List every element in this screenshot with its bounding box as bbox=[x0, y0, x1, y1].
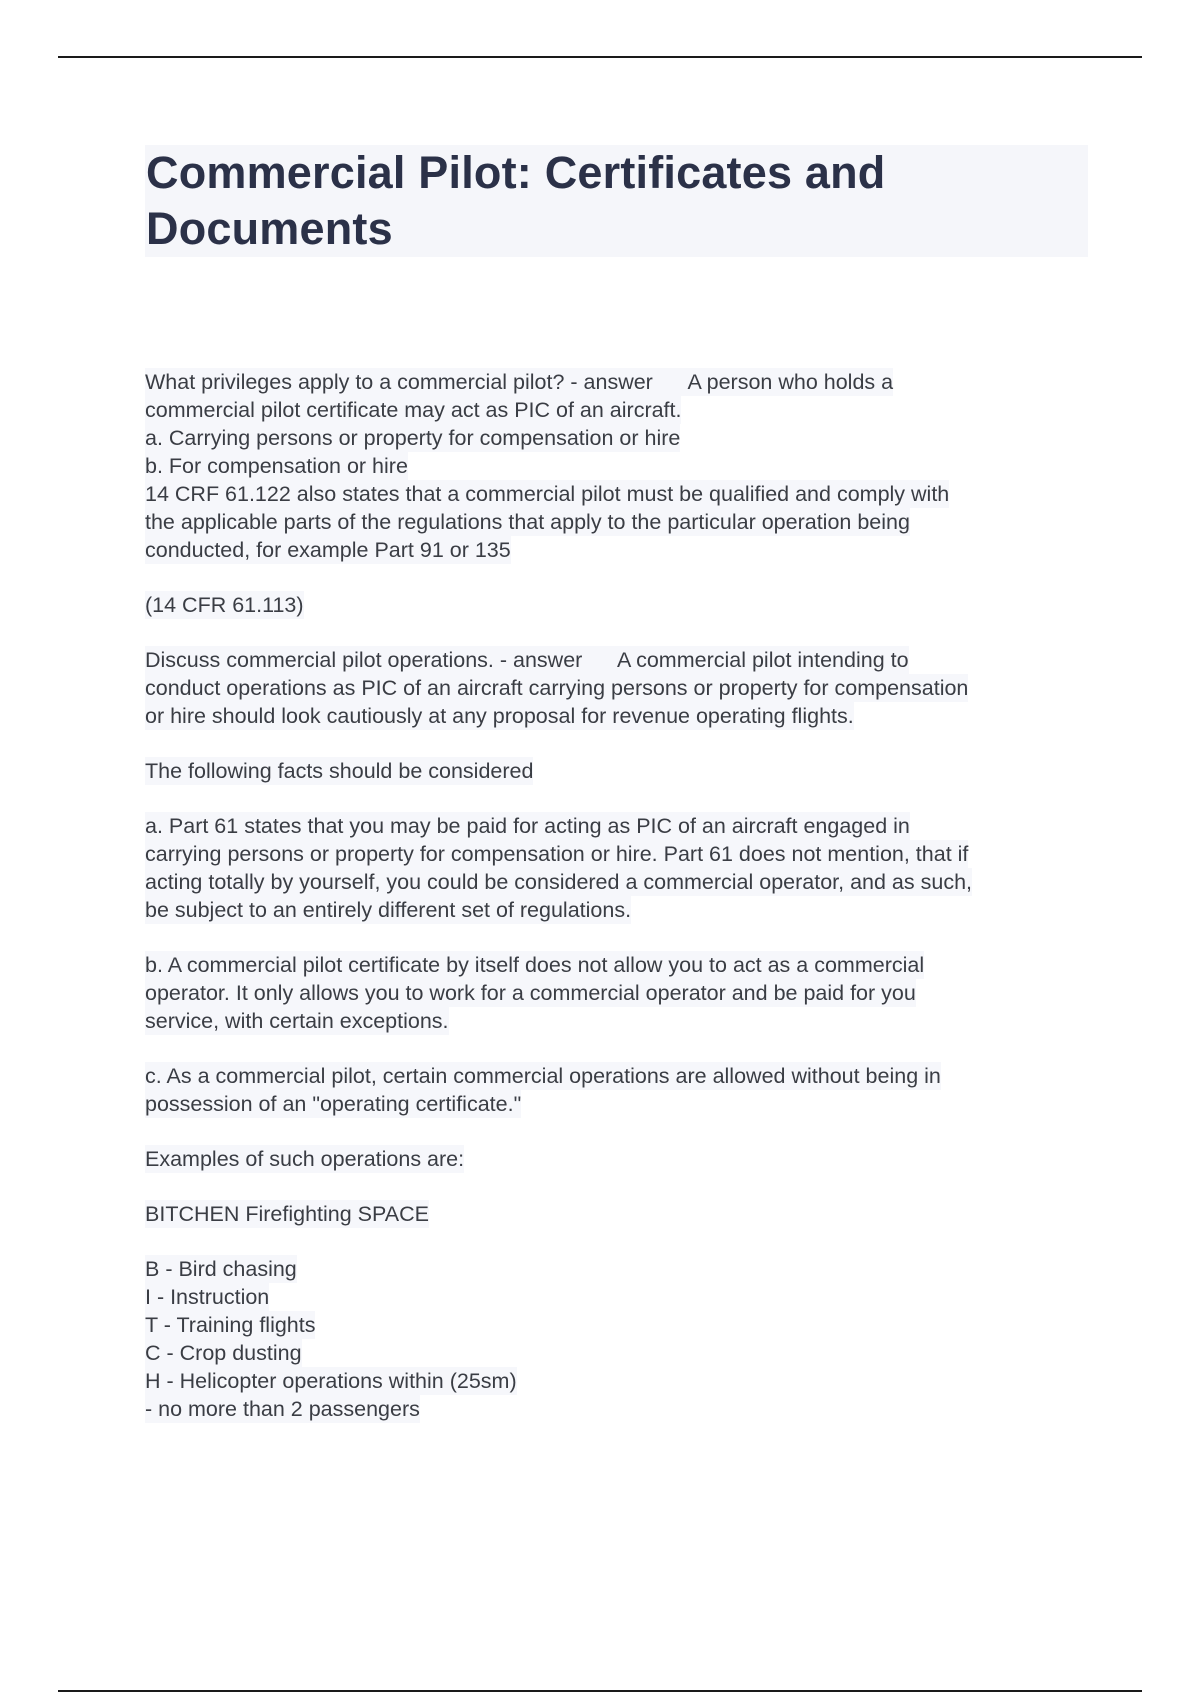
text-line: - no more than 2 passengers bbox=[145, 1397, 420, 1421]
text-line: H - Helicopter operations within (25sm) bbox=[145, 1369, 517, 1393]
paragraph-gap bbox=[145, 1228, 1090, 1255]
text-line: conduct operations as PIC of an aircraft carrying persons or property for compensation bbox=[145, 676, 969, 700]
paragraph-gap bbox=[145, 1173, 1090, 1200]
document-body bbox=[145, 368, 1090, 1423]
paragraph bbox=[145, 812, 1090, 924]
paragraph-gap bbox=[145, 730, 1090, 757]
text-line: commercial pilot certificate may act as PIC of an aircraft. bbox=[145, 398, 682, 422]
paragraph bbox=[145, 646, 1090, 730]
text-line: b. A commercial pilot certificate by itself does not allow you to act as a commercial bbox=[145, 953, 925, 977]
text-line: Examples of such operations are: bbox=[145, 1147, 465, 1171]
text-line: or hire should look cautiously at any proposal for revenue operating flights. bbox=[145, 704, 854, 728]
text-line: I - Instruction bbox=[145, 1285, 270, 1309]
text-line: 14 CRF 61.122 also states that a commercial pilot must be qualified and comply with bbox=[145, 482, 950, 506]
paragraph bbox=[145, 757, 1090, 785]
text-line: conducted, for example Part 91 or 135 bbox=[145, 538, 511, 562]
text-line: be subject to an entirely different set of regulations. bbox=[145, 898, 632, 922]
text-line: c. As a commercial pilot, certain commercial operations are allowed without being in bbox=[145, 1064, 941, 1088]
text-line: a. Carrying persons or property for compensation or hire bbox=[145, 426, 681, 450]
text-line: the applicable parts of the regulations that apply to the particular operation being bbox=[145, 510, 910, 534]
paragraph-gap bbox=[145, 1118, 1090, 1145]
title-line-2: Documents bbox=[146, 203, 393, 254]
text-line: possession of an "operating certificate." bbox=[145, 1092, 522, 1116]
top-rule bbox=[58, 56, 1142, 58]
paragraph bbox=[145, 1255, 1090, 1423]
text-line: The following facts should be considered bbox=[145, 759, 534, 783]
page-title bbox=[145, 145, 1088, 257]
text-line: C - Crop dusting bbox=[145, 1341, 302, 1365]
text-line: service, with certain exceptions. bbox=[145, 1009, 449, 1033]
text-line: acting totally by yourself, you could be considered a commercial operator, and as such, bbox=[145, 870, 973, 894]
title-line-1: Commercial Pilot: Certificates and bbox=[146, 147, 886, 198]
title-block bbox=[145, 145, 1088, 257]
paragraph bbox=[145, 1145, 1090, 1173]
paragraph-gap bbox=[145, 1035, 1090, 1062]
paragraph-gap bbox=[145, 619, 1090, 646]
paragraph bbox=[145, 368, 1090, 564]
paragraph-gap bbox=[145, 785, 1090, 812]
text-line: B - Bird chasing bbox=[145, 1257, 297, 1281]
paragraph-gap bbox=[145, 924, 1090, 951]
text-line: Discuss commercial pilot operations. - answer A commercial pilot intending to bbox=[145, 648, 909, 672]
paragraph bbox=[145, 1062, 1090, 1118]
paragraph bbox=[145, 951, 1090, 1035]
text-line: a. Part 61 states that you may be paid for acting as PIC of an aircraft engaged in bbox=[145, 814, 910, 838]
text-line: T - Training flights bbox=[145, 1313, 316, 1337]
text-line: What privileges apply to a commercial pilot? - answer A person who holds a bbox=[145, 370, 894, 394]
text-line: b. For compensation or hire bbox=[145, 454, 408, 478]
paragraph-gap bbox=[145, 564, 1090, 591]
text-line: carrying persons or property for compensation or hire. Part 61 does not mention, that if bbox=[145, 842, 969, 866]
text-line: BITCHEN Firefighting SPACE bbox=[145, 1202, 429, 1226]
text-line: operator. It only allows you to work for a commercial operator and be paid for you bbox=[145, 981, 916, 1005]
text-line: (14 CFR 61.113) bbox=[145, 593, 304, 617]
bottom-rule bbox=[58, 1690, 1142, 1692]
paragraph bbox=[145, 591, 1090, 619]
paragraph bbox=[145, 1200, 1090, 1228]
